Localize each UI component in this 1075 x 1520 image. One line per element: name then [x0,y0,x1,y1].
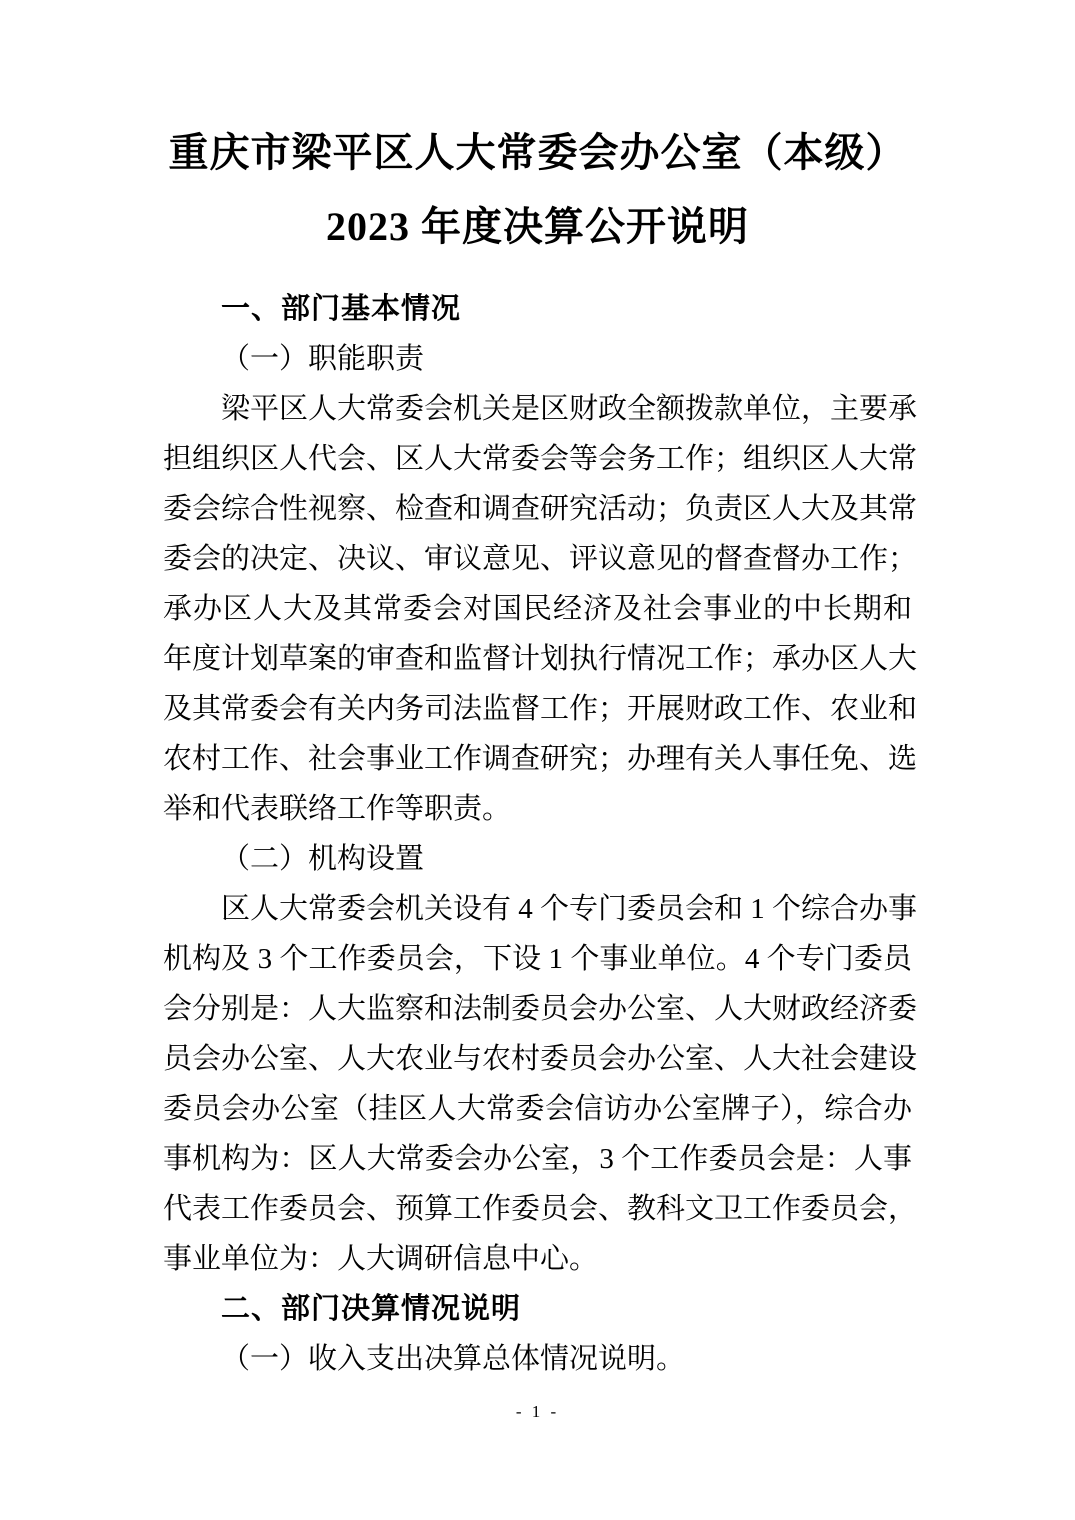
section-2-heading: 二、部门决算情况说明 [221,1293,522,1325]
paragraph-line: 梁平区人大常委会机关是区财政全额拨款单位，主要承 [221,393,918,425]
paragraph-line: 机构及 3 个工作委员会，下设 1 个事业单位。4 个专门委员 [163,943,912,975]
paragraph-line: 会分别是：人大监察和法制委员会办公室、人大财政经济委 [163,993,918,1025]
paragraph-line: 年度计划草案的审查和监督计划执行情况工作；承办区人大 [163,643,918,675]
paragraph-line: 农村工作、社会事业工作调查研究；办理有关人事任免、选 [163,743,918,775]
document-title-line-1: 重庆市梁平区人大常委会办公室（本级） [168,130,907,175]
document-title-line-2: 2023 年度决算公开说明 [326,204,749,249]
page-number: - 1 - [515,1402,560,1421]
paragraph-line: 及其常委会有关内务司法监督工作；开展财政工作、农业和 [163,693,918,725]
subsection-2-1-heading: （一）收入支出决算总体情况说明。 [221,1343,686,1375]
subsection-1-2-heading: （二）机构设置 [221,843,425,875]
paragraph-line: 事机构为：区人大常委会办公室，3 个工作委员会是：人事 [163,1143,912,1175]
paragraph-line: 委会综合性视察、检查和调查研究活动；负责区人大及其常 [163,493,918,525]
paragraph-line: 举和代表联络工作等职责。 [163,793,512,825]
paragraph-line: 担组织区人代会、区人大常委会等会务工作；组织区人大常 [163,443,918,475]
subsection-1-1-heading: （一）职能职责 [221,343,425,375]
section-1-heading: 一、部门基本情况 [221,293,462,325]
paragraph-line: 委会的决定、决议、审议意见、评议意见的督查督办工作； [163,543,918,575]
document-body [163,284,918,1384]
paragraph-line: 事业单位为：人大调研信息中心。 [163,1243,599,1275]
paragraph-line: 员会办公室、人大农业与农村委员会办公室、人大社会建设 [163,1043,918,1075]
paragraph-line: 代表工作委员会、预算工作委员会、教科文卫工作委员会， [163,1193,918,1225]
paragraph-line: 委员会办公室（挂区人大常委会信访办公室牌子），综合办 [163,1093,912,1125]
paragraph-line: 区人大常委会机关设有 4 个专门委员会和 1 个综合办事 [221,893,918,925]
paragraph-line: 承办区人大及其常委会对国民经济及社会事业的中长期和 [163,593,912,625]
